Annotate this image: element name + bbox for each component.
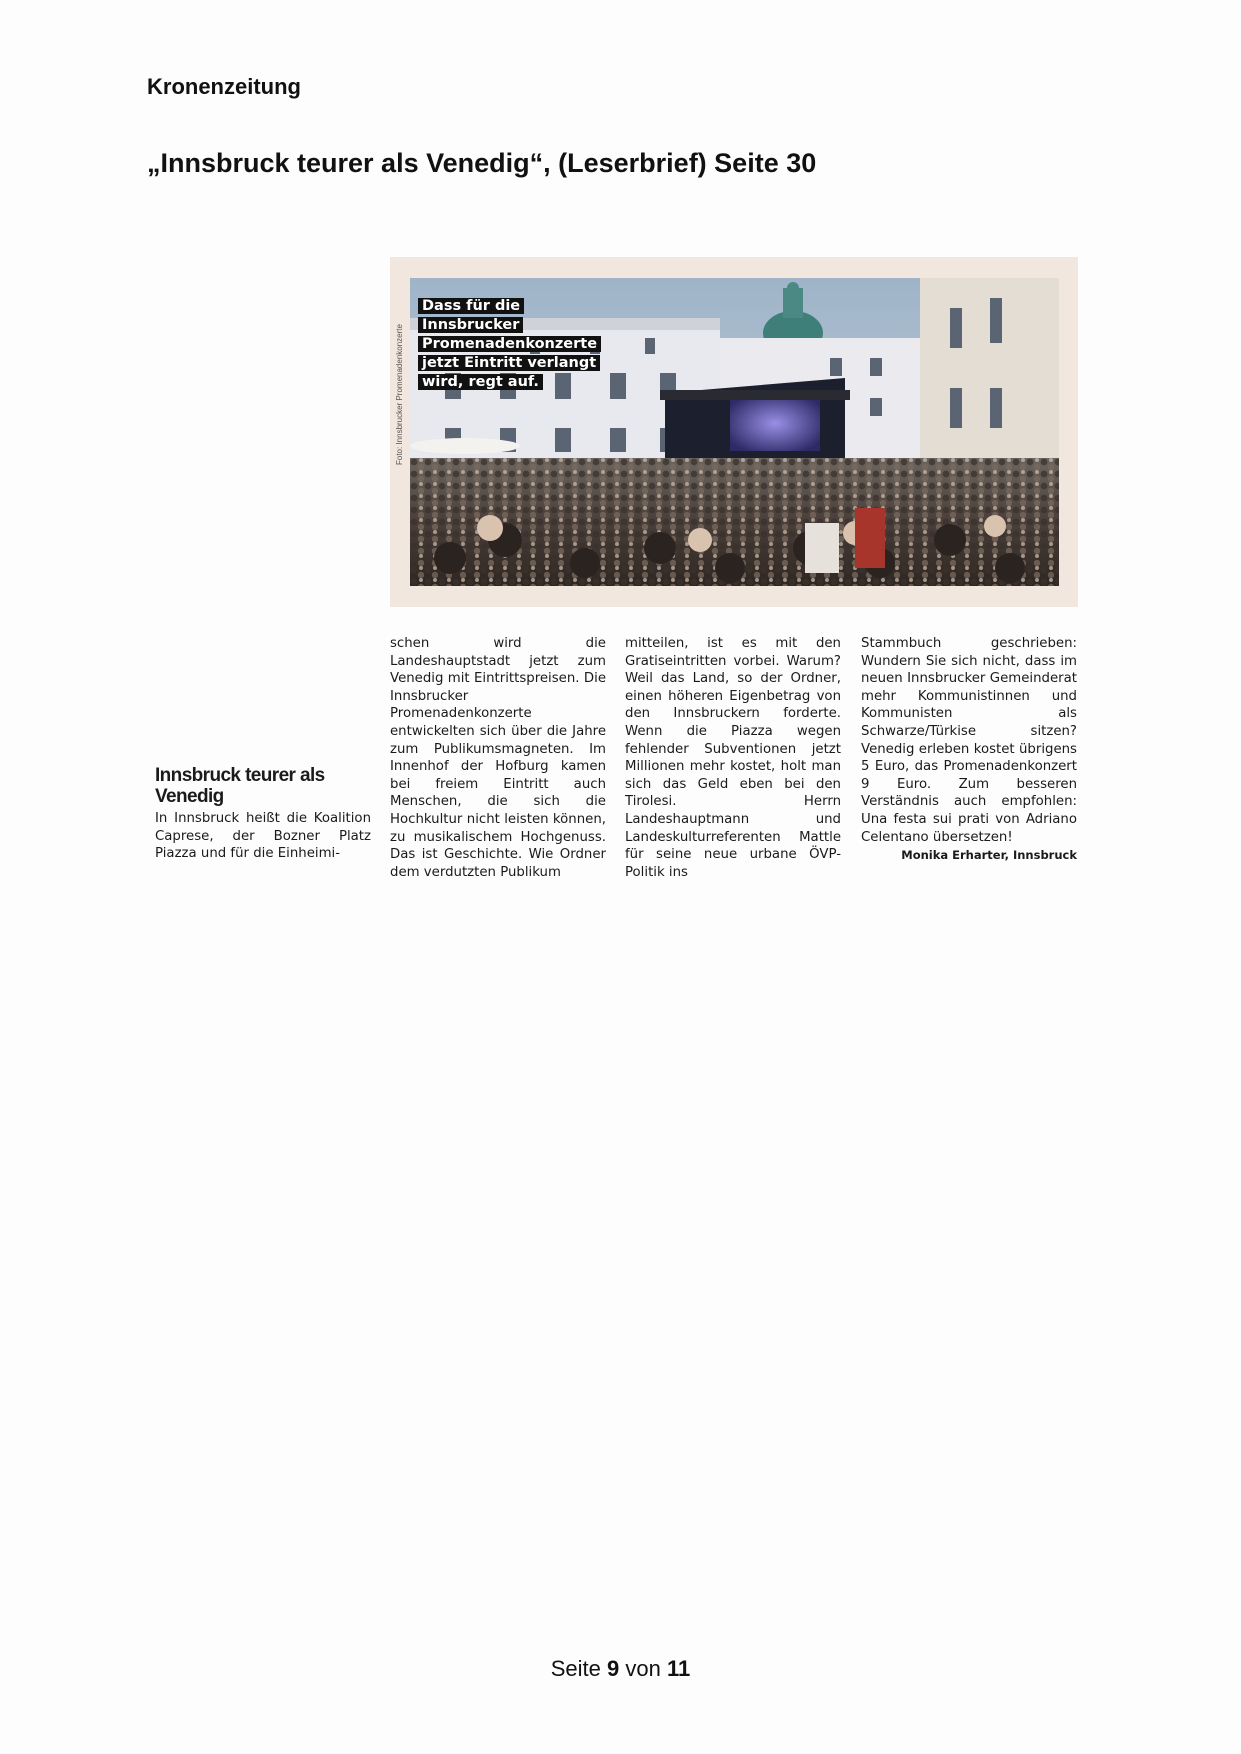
article-column-4 — [861, 635, 1077, 865]
page-headline: „Innsbruck teurer als Venedig“, (Leserbrief) Seite 30 — [147, 148, 817, 178]
page-footer: Seite 9 von 11 — [550, 1656, 691, 1681]
column-2-text: schen wird die Landeshauptstadt jetzt zum Venedig mit Eintrittspreisen. Die Innsbrucker Promenadenkonzerte entwickelten sich über die Jahre zum Publikumsmagneten. Im Innenhof der Hofburg kamen bei freiem Eintritt auch Menschen, die sich die Hochkultur nicht leisten können, zu musikalischem Hochgenuss. Das ist Geschichte. Wie Ordner dem verdutzten Publikum — [390, 636, 606, 880]
article-column-2 — [390, 635, 606, 881]
column-1-text: In Innsbruck heißt die Koalition Caprese, der Bozner Platz Piazza und für die Einheimi- — [155, 811, 371, 862]
photo-credit: Foto: Innsbrucker Promenadenkonzerte — [395, 324, 404, 465]
photo-caption: Dass für die Innsbrucker Promenadenkonzerte jetzt Eintritt verlangt wird, regt auf. — [418, 297, 603, 392]
article-title: Innsbruck teurer als Venedig — [155, 765, 325, 807]
newspaper-source: Kronenzeitung — [147, 74, 301, 99]
column-4-text: Stammbuch geschrieben: Wundern Sie sich nicht, dass im neuen Innsbrucker Gemeinderat mehr Kommunistinnen und Kommunisten als Schwarze/Türkise sitzen? Venedig erleben kostet übrigens 5 Euro, das Promenadenkonzert 9 Euro. Zum besseren Verständnis auch empfohlen: Una festa sui prati von Adriano Celentano übersetzen! — [861, 636, 1077, 845]
column-3-text: mitteilen, ist es mit den Gratiseintritten vorbei. Warum? Weil das Land, so der Ordner, einen höheren Eigenbetrag von den Innsbruckern forderte. Wenn die Piazza wegen fehlender Subventionen jetzt Millionen mehr kostet, holt man sich das Geld eben bei den Tirolesi. Herrn Landeshauptmann und Landeskulturreferenten Mattle für seine neue urbane ÖVP-Politik ins — [625, 636, 841, 880]
article-author: Monika Erharter, Innsbruck — [901, 848, 1077, 863]
article-column-3 — [625, 635, 841, 881]
article-column-1 — [155, 765, 371, 863]
